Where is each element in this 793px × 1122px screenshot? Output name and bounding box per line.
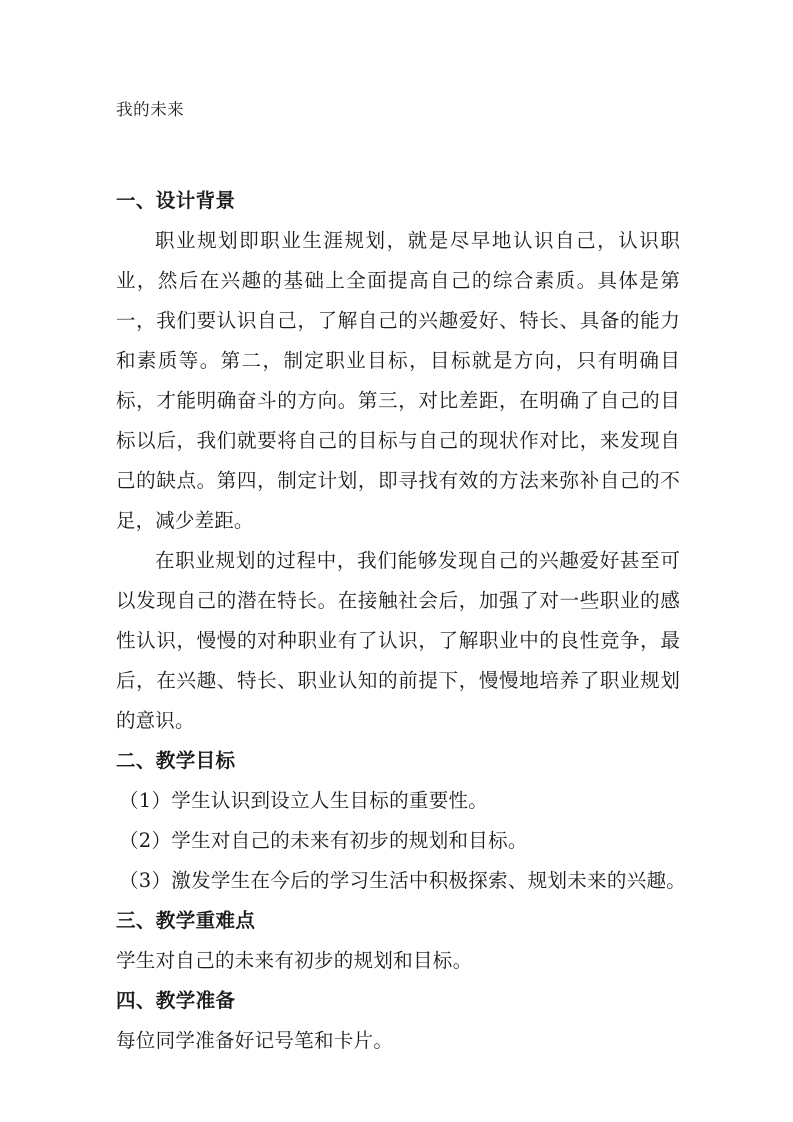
section-line-teaching-preparation: 每位同学准备好记号笔和卡片。 (116, 1029, 394, 1052)
list-item: （2）学生对自己的未来有初步的规划和目标。 (119, 829, 528, 852)
section-heading-teaching-preparation: 四、教学准备 (116, 989, 236, 1012)
document-title: 我的未来 (116, 100, 185, 119)
title-spacer (116, 123, 680, 181)
section-heading-key-difficulties: 三、教学重难点 (116, 909, 256, 932)
section-heading-design-background: 一、设计背景 (116, 189, 236, 212)
paragraph-career-planning-process: 在职业规划的过程中，我们能够发现自己的兴趣爱好甚至可以发现自己的潜在特长。在接触社会后，加强了对一些职业的感性认识，慢慢的对种职业有了认识，了解职业中的良性竞争，最后，在兴趣、特长、职业认知的前提下，慢慢地培养了职业规划的意识。 (116, 549, 680, 732)
paragraph-career-planning-definition: 职业规划即职业生涯规划，就是尽早地认识自己，认识职业，然后在兴趣的基础上全面提高自己的综合素质。具体是第一，我们要认识自己，了解自己的兴趣爱好、特长、具备的能力和素质等。第二，制定职业目标，目标就是方向，只有明确目标，才能明确奋斗的方向。第三，对比差距，在明确了自己的目标以后，我们就要将自己的目标与自己的现状作对比，来发现自己的缺点。第四，制定计划，即寻找有效的方法来弥补自己的不足，减少差距。 (116, 229, 680, 532)
list-item: （1）学生认识到设立人生目标的重要性。 (119, 789, 489, 812)
document-body (116, 97, 687, 1061)
section-heading-teaching-objectives: 二、教学目标 (116, 749, 236, 772)
list-item: （3）激发学生在今后的学习生活中积极探索、规划未来的兴趣。 (119, 869, 687, 892)
section-line-key-difficulties: 学生对自己的未来有初步的规划和目标。 (116, 949, 473, 972)
